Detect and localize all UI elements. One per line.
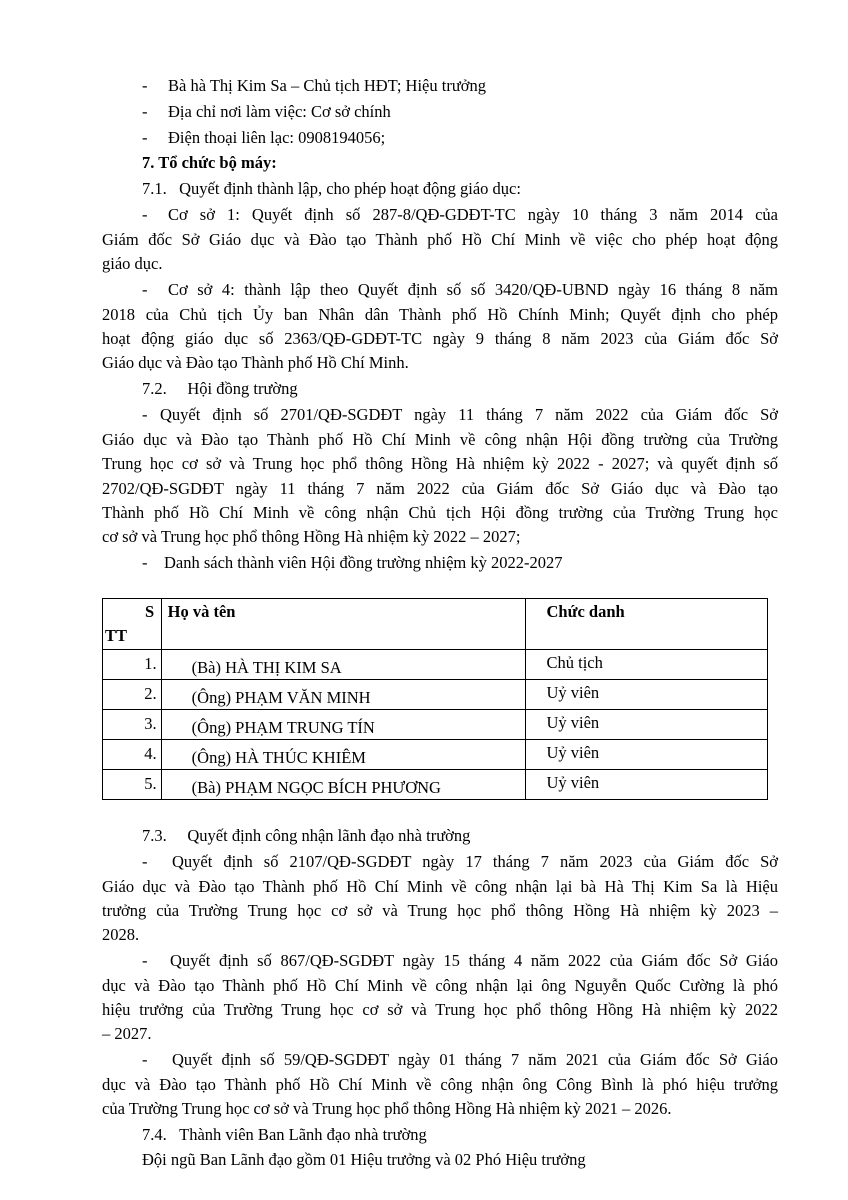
member-name: (Ông) PHẠM TRUNG TÍN [191, 718, 375, 737]
s73-p1-line2: Giáo dục và Đào tạo Thành phố Hồ Chí Minh về công nhận lại bà Hà Thị Kim Sa là Hiệu [102, 877, 778, 896]
section-7-3-heading: 7.3. Quyết định công nhận lãnh đạo nhà trường [142, 826, 471, 845]
row-number: 5. [144, 774, 157, 793]
member-role: Chủ tịch [546, 653, 603, 672]
table-row [103, 740, 768, 770]
s72-p1-line3: Trung học cơ sở và Trung học phổ thông Hồng Hà nhiệm kỳ 2022 - 2027; và quyết định số [102, 454, 778, 473]
table-row [103, 650, 768, 680]
table-row [103, 680, 768, 710]
row-number: 4. [144, 744, 157, 763]
section-7-4-heading: 7.4. Thành viên Ban Lãnh đạo nhà trường [142, 1125, 427, 1144]
s71-p2-line1: - Cơ sở 4: thành lập theo Quyết định số số 3420/QĐ-UBND ngày 16 tháng 8 năm [142, 280, 778, 299]
member-name: (Bà) PHẠM NGỌC BÍCH PHƯƠNG [191, 778, 441, 797]
s72-p1-line6: cơ sở và Trung học phổ thông Hồng Hà nhiệm kỳ 2022 – 2027; [102, 527, 521, 546]
member-role: Uỷ viên [546, 773, 600, 792]
section-7-1-heading: 7.1. Quyết định thành lập, cho phép hoạt động giáo dục: [142, 179, 521, 198]
member-list-title: - Danh sách thành viên Hội đồng trường nhiệm kỳ 2022-2027 [142, 553, 563, 572]
s71-p2-line4: Giáo dục và Đào tạo Thành phố Hồ Chí Minh. [102, 353, 409, 372]
s73-p2-line3: hiệu trưởng của Trường Trung học cơ sở và Trung học phổ thông Hồng Hà nhiệm kỳ 2022 [102, 1000, 778, 1019]
member-role: Uỷ viên [546, 683, 600, 702]
member-role: Uỷ viên [546, 713, 600, 732]
s73-p1-line3: trưởng của Trường Trung học cơ sở và Trung học phổ thông Hồng Hà nhiệm kỳ 2023 – [102, 901, 778, 920]
phone-line: - Điện thoại liên lạc: 0908194056; [142, 128, 386, 147]
s73-p1-line1: - Quyết định số 2107/QĐ-SGDĐT ngày 17 tháng 7 năm 2023 của Giám đốc Sở [142, 852, 778, 871]
section-7-2-heading: 7.2. Hội đồng trường [142, 379, 298, 398]
s71-p1-line2: Giám đốc Sở Giáo dục và Đào tạo Thành phố Hồ Chí Minh về việc cho phép hoạt động [102, 230, 778, 249]
s73-p2-line2: dục và Đào tạo Thành phố Hồ Chí Minh về công nhận lại ông Nguyễn Quốc Cường là phó [102, 976, 778, 995]
s73-p2-line1: - Quyết định số 867/QĐ-SGDĐT ngày 15 tháng 4 năm 2022 của Giám đốc Sở Giáo [142, 951, 778, 970]
table-header-row [103, 599, 768, 650]
principal-line: - Bà hà Thị Kim Sa – Chủ tịch HĐT; Hiệu trưởng [142, 76, 487, 95]
s72-p1-line5: Thành phố Hồ Chí Minh về công nhận Chủ tịch Hội đồng trường của Trường Trung học [102, 503, 778, 522]
header-name: Họ và tên [161, 599, 526, 650]
address-line: - Địa chỉ nơi làm việc: Cơ sở chính [142, 102, 391, 121]
row-number: 1. [144, 654, 157, 673]
section-7-heading: 7. Tổ chức bộ máy: [142, 153, 277, 172]
s72-p1-line1: - Quyết định số 2701/QĐ-SGDĐT ngày 11 tháng 7 năm 2022 của Giám đốc Sở [142, 405, 778, 424]
member-name: (Bà) HÀ THỊ KIM SA [191, 658, 342, 677]
s71-p2-line2: 2018 của Chủ tịch Ủy ban Nhân dân Thành phố Hồ Chính Minh; Quyết định cho phép [102, 305, 778, 324]
member-table [102, 598, 768, 800]
s72-p1-line2: Giáo dục và Đào tạo Thành phố Hồ Chí Minh về công nhận Hội đồng trường của Trường [102, 430, 778, 449]
row-number: 3. [144, 714, 157, 733]
s71-p2-line3: hoạt động giáo dục số 2363/QĐ-GDĐT-TC ngày 9 tháng 8 năm 2023 của Giám đốc Sở [102, 329, 778, 348]
member-name: (Ông) PHẠM VĂN MINH [191, 688, 371, 707]
s73-p1-line4: 2028. [102, 925, 140, 944]
s73-p3-line3: của Trường Trung học cơ sở và Trung học phổ thông Hồng Hà nhiệm kỳ 2021 – 2026. [102, 1099, 672, 1118]
table-row [103, 770, 768, 800]
member-role: Uỷ viên [546, 743, 600, 762]
s73-p3-line2: dục và Đào tạo Thành phố Hồ Chí Minh về công nhận ông Công Bình là phó hiệu trưởng [102, 1075, 778, 1094]
s71-p1-line3: giáo dục. [102, 254, 163, 273]
member-name: (Ông) HÀ THÚC KHIÊM [191, 748, 366, 767]
s73-p2-line4: – 2027. [102, 1024, 152, 1043]
s74-p1: Đội ngũ Ban Lãnh đạo gồm 01 Hiệu trưởng và 02 Phó Hiệu trưởng [142, 1150, 586, 1169]
s71-p1-line1: - Cơ sở 1: Quyết định số 287-8/QĐ-GDĐT-TC ngày 10 tháng 3 năm 2014 của [142, 205, 778, 224]
s72-p1-line4: 2702/QĐ-SGDĐT ngày 11 tháng 7 năm 2022 của Giám đốc Sở Giáo dục và Đào tạo [102, 479, 778, 498]
row-number: 2. [144, 684, 157, 703]
s73-p3-line1: - Quyết định số 59/QĐ-SGDĐT ngày 01 tháng 7 năm 2021 của Giám đốc Sở Giáo [142, 1050, 778, 1069]
header-stt: S TT [103, 599, 162, 650]
header-role: Chức danh [526, 599, 768, 650]
table-row [103, 710, 768, 740]
